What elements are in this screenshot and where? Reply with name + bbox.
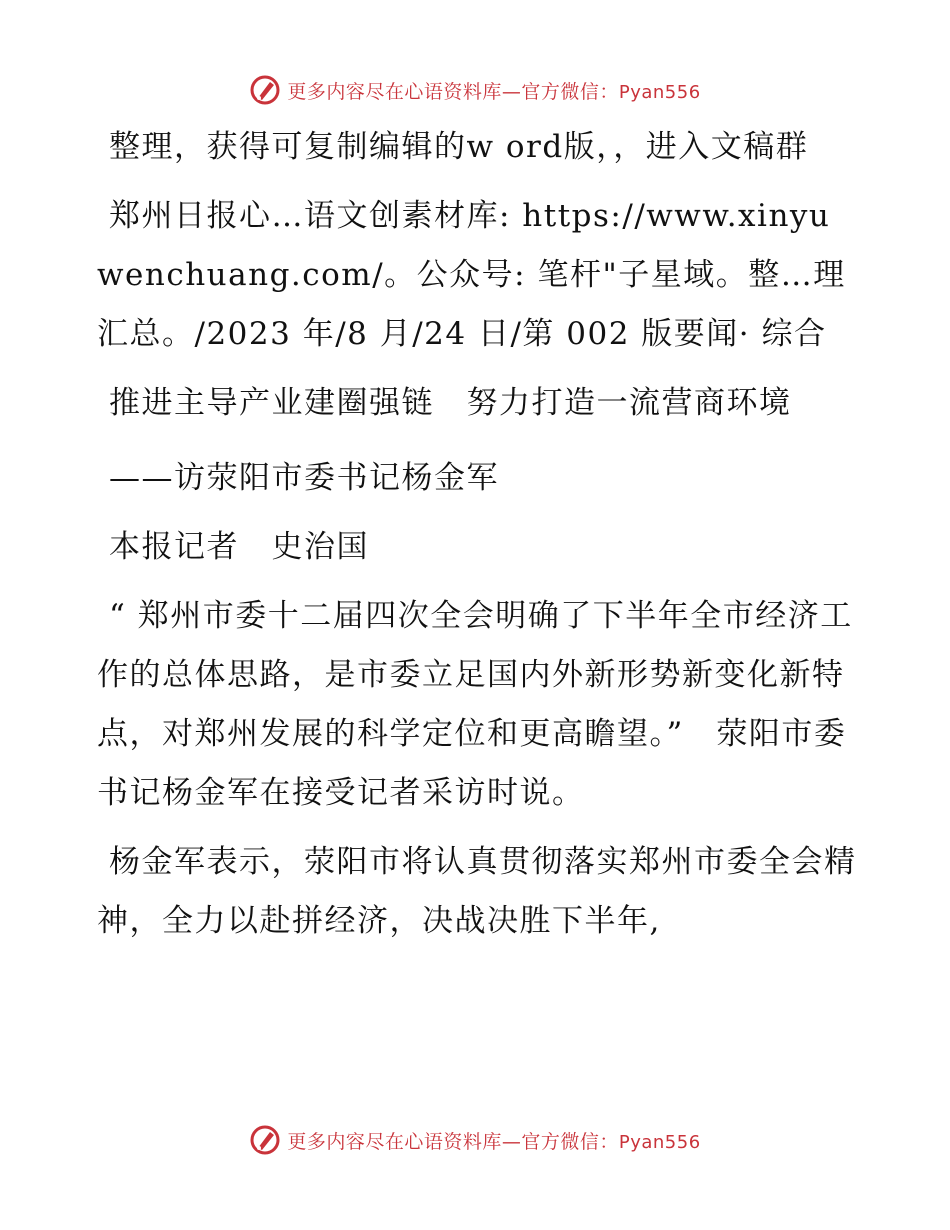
article-subtitle: ——访荥阳市委书记杨金军 (109, 460, 499, 496)
footer-watermark (0, 1120, 950, 1160)
document-body (97, 118, 857, 961)
watermark-text (287, 1127, 700, 1154)
watermark-brand: 更多内容尽在心语资料库—官方微信： (287, 80, 619, 103)
paragraph-body: 杨金军表示，荥阳市将认真贯彻落实郑州市委全会精神，全力以赴拼经济，决战决胜下半年, (97, 844, 857, 939)
paragraph-source: 郑州日报心…语文创素材库: https://www.xinyuwenchuang.com/。公众号: 笔杆"子星域。整…理汇总。/2023 年/8 月/24 日/第 002 版要闻· 综合 (97, 198, 846, 352)
header-watermark (0, 70, 950, 110)
pen-logo-icon (249, 74, 281, 106)
pen-logo-icon (249, 1124, 281, 1156)
article-title: 推进主导产业建圈强链 努力打造一流营商环境 (109, 385, 792, 421)
article-byline: 本报记者 史治国 (109, 529, 369, 565)
watermark-text (287, 77, 700, 104)
watermark-wechat-id: Pyan556 (618, 1131, 701, 1153)
watermark-wechat-id: Pyan556 (618, 81, 701, 103)
paragraph-intro: 整理，获得可复制编辑的w ord版，，进入文稿群 (109, 129, 809, 165)
watermark-brand: 更多内容尽在心语资料库—官方微信： (287, 1130, 619, 1153)
paragraph-quote: “ 郑州市委十二届四次全会明确了下半年全市经济工作的总体思路，是市委立足国内外新形势新变化新特点，对郑州发展的科学定位和更高瞻望。” 荥阳市委书记杨金军在接受记者采访时说。 (97, 598, 853, 811)
